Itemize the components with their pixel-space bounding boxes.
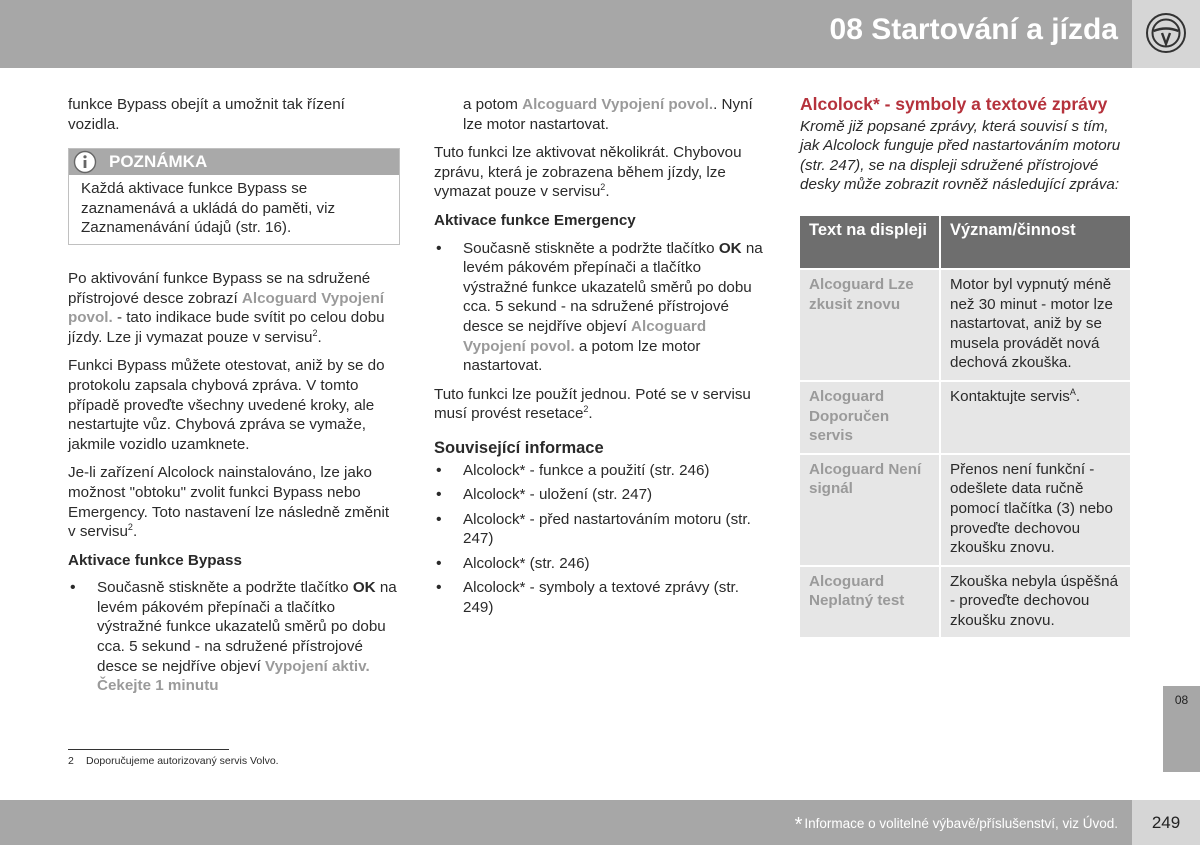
- steering-wheel-icon: [1145, 12, 1187, 54]
- footnote-ref: A: [1069, 386, 1076, 397]
- text-run: a potom: [463, 96, 523, 113]
- text-run: Kontaktujte servis: [950, 387, 1070, 405]
- footer-text: Informace o volitelné výbavě/příslušenství, viz Úvod.: [804, 816, 1118, 831]
- column-2: [434, 95, 770, 627]
- text-run: - tato indikace bude svítit po celou dobu jízdy. Lze ji vymazat pouze v servisu: [68, 309, 385, 346]
- related-heading: Související informace: [434, 438, 604, 457]
- footnote: [68, 755, 279, 767]
- page-number: 249: [1132, 800, 1200, 845]
- column-1: [68, 95, 400, 705]
- display-message: Alcoguard Vypojení povol.: [463, 317, 707, 355]
- list-item: [434, 239, 770, 376]
- bullet-list: [434, 239, 770, 376]
- button-name: OK: [352, 579, 376, 597]
- text-run: .: [317, 328, 322, 346]
- text-run: Současně stiskněte a podržte tlačítko: [463, 239, 719, 257]
- footnote-ref: 2: [600, 182, 606, 193]
- paragraph: Funkci Bypass můžete otestovat, aniž by se do protokolu zapsala chybová zpráva. V tomto případě proveďte všechny uvedené kroky, ale nestartujte vůz. Chybová zpráva se vymaže, jakmile vozidlo uzamknete.: [68, 357, 385, 453]
- text-run: Tuto funkci lze aktivovat několikrát. Chybovou zprávu, která je zobrazena během jízdy, lze vymazat pouze v servisu: [434, 144, 742, 201]
- paragraph: [68, 269, 400, 347]
- display-message: Alcoguard Vypojení povol.: [522, 96, 714, 113]
- page-header: [0, 0, 1132, 68]
- text-run: .: [1075, 387, 1081, 405]
- info-icon: [73, 150, 97, 174]
- footnote-number: 2: [68, 755, 74, 767]
- paragraph: [434, 143, 770, 202]
- paragraph: funkce Bypass obejít a umožnit tak řízení vozidla.: [68, 96, 345, 133]
- text-run: na levém pákovém přepínači a tlačítko výstražné funkce ukazatelů směrů po dobu cca. 5 sekund - na sdružené přístrojové desce se nejdříve objeví: [97, 579, 397, 675]
- message-meaning: Přenos není funkční - odešlete data ručně pomocí tlačítka (3) nebo proveďte dechovou zkoušku znovu.: [941, 455, 1130, 565]
- asterisk-symbol: *: [794, 814, 803, 836]
- table-row: [800, 270, 1130, 380]
- related-link[interactable]: • Alcolock* - symboly a textové zprávy (str. 249): [434, 578, 770, 617]
- table-row: [800, 382, 1130, 453]
- page-footer: [0, 800, 1132, 845]
- subheading: Aktivace funkce Emergency: [434, 211, 636, 229]
- intro-paragraph: Kromě již popsané zprávy, která souvisí s tím, jak Alcolock funguje před nastartováním motoru (str. 247), se na displeji sdružené přístrojové desky může zobrazit rovněž následující zpráva:: [800, 117, 1121, 194]
- text-run: Je-li zařízení Alcolock nainstalováno, lze jako možnost "obtoku" zvolit funkci Bypass nebo Emergency. Toto nastavení lze následně změnit v servisu: [68, 464, 390, 541]
- chapter-icon-box: [1132, 0, 1200, 68]
- messages-table: [798, 214, 1132, 640]
- message-text: Alcoguard Není signál: [800, 455, 939, 565]
- footnote-ref: 2: [127, 522, 133, 533]
- footnote-ref: 2: [583, 404, 589, 415]
- related-link[interactable]: • Alcolock* - uložení (str. 247): [434, 485, 770, 505]
- text-run: Současně stiskněte a podržte tlačítko: [97, 579, 353, 597]
- text-run: na levém pákovém přepínači a tlačítko výstražné funkce ukazatelů směrů po dobu cca. 5 sekund - na sdružené přístrojové desce se nejdříve objeví: [463, 239, 763, 335]
- note-header: [69, 149, 399, 175]
- related-link[interactable]: • Alcolock* - před nastartováním motoru (str. 247): [434, 510, 770, 549]
- list-item: [68, 578, 400, 696]
- footer-note: [795, 814, 1118, 837]
- text-run: . Nyní lze motor nastartovat.: [463, 96, 753, 133]
- message-text: Alcoguard Neplatný test: [800, 567, 939, 638]
- bullet-list: [68, 578, 400, 696]
- message-meaning: Motor byl vypnutý méně než 30 minut - motor lze nastartovat, aniž by se musela provádět nová dechová zkouška.: [941, 270, 1130, 380]
- table-row: [800, 455, 1130, 565]
- subheading: Aktivace funkce Bypass: [68, 551, 242, 569]
- table-header-row: [800, 216, 1130, 268]
- message-meaning: Zkouška nebyla úspěšná - proveďte dechovou zkoušku znovu.: [941, 567, 1130, 638]
- display-message: Alcoguard Vypojení povol.: [68, 289, 384, 327]
- chapter-tab: 08: [1163, 686, 1200, 772]
- related-links: [434, 461, 770, 618]
- chapter-title: 08 Startování a jízda: [829, 13, 1118, 46]
- table-row: [800, 567, 1130, 638]
- footnote-ref: 2: [312, 327, 318, 338]
- footnote-divider: [68, 749, 229, 750]
- message-meaning: [941, 382, 1130, 453]
- text-run: .: [605, 183, 610, 201]
- footnote-text: Doporučujeme autorizovaný servis Volvo.: [86, 755, 279, 767]
- text-run: Tuto funkci lze použít jednou. Poté se v servisu musí provést resetace: [434, 385, 751, 423]
- column-3: [800, 95, 1132, 639]
- text-run: .: [588, 405, 593, 423]
- section-heading: Alcolock* - symboly a textové zprávy: [800, 94, 1108, 114]
- paragraph: [68, 463, 400, 541]
- related-link[interactable]: • Alcolock* - funkce a použití (str. 246): [434, 461, 770, 481]
- text-run: a potom lze motor nastartovat.: [463, 337, 701, 375]
- display-message: Vypojení aktiv. Čekejte 1 minutu: [97, 657, 370, 695]
- text-run: .: [132, 523, 138, 541]
- table-header-cell: Text na displeji: [800, 216, 939, 268]
- button-name: OK: [718, 239, 742, 257]
- related-link[interactable]: • Alcolock* (str. 246): [434, 554, 770, 574]
- paragraph: [434, 385, 770, 424]
- note-box: [68, 148, 400, 245]
- note-text: Každá aktivace funkce Bypass se zaznamenává a ukládá do paměti, viz Zaznamenávání údajů (str. 16).: [81, 180, 336, 237]
- table-header-cell: Význam/činnost: [941, 216, 1130, 268]
- message-text: Alcoguard Doporučen servis: [800, 382, 939, 453]
- message-text: Alcoguard Lze zkusit znovu: [800, 270, 939, 380]
- note-title: POZNÁMKA: [109, 152, 208, 172]
- paragraph: [434, 95, 770, 134]
- text-run: Po aktivování funkce Bypass se na sdružené přístrojové desce zobrazí: [68, 269, 371, 307]
